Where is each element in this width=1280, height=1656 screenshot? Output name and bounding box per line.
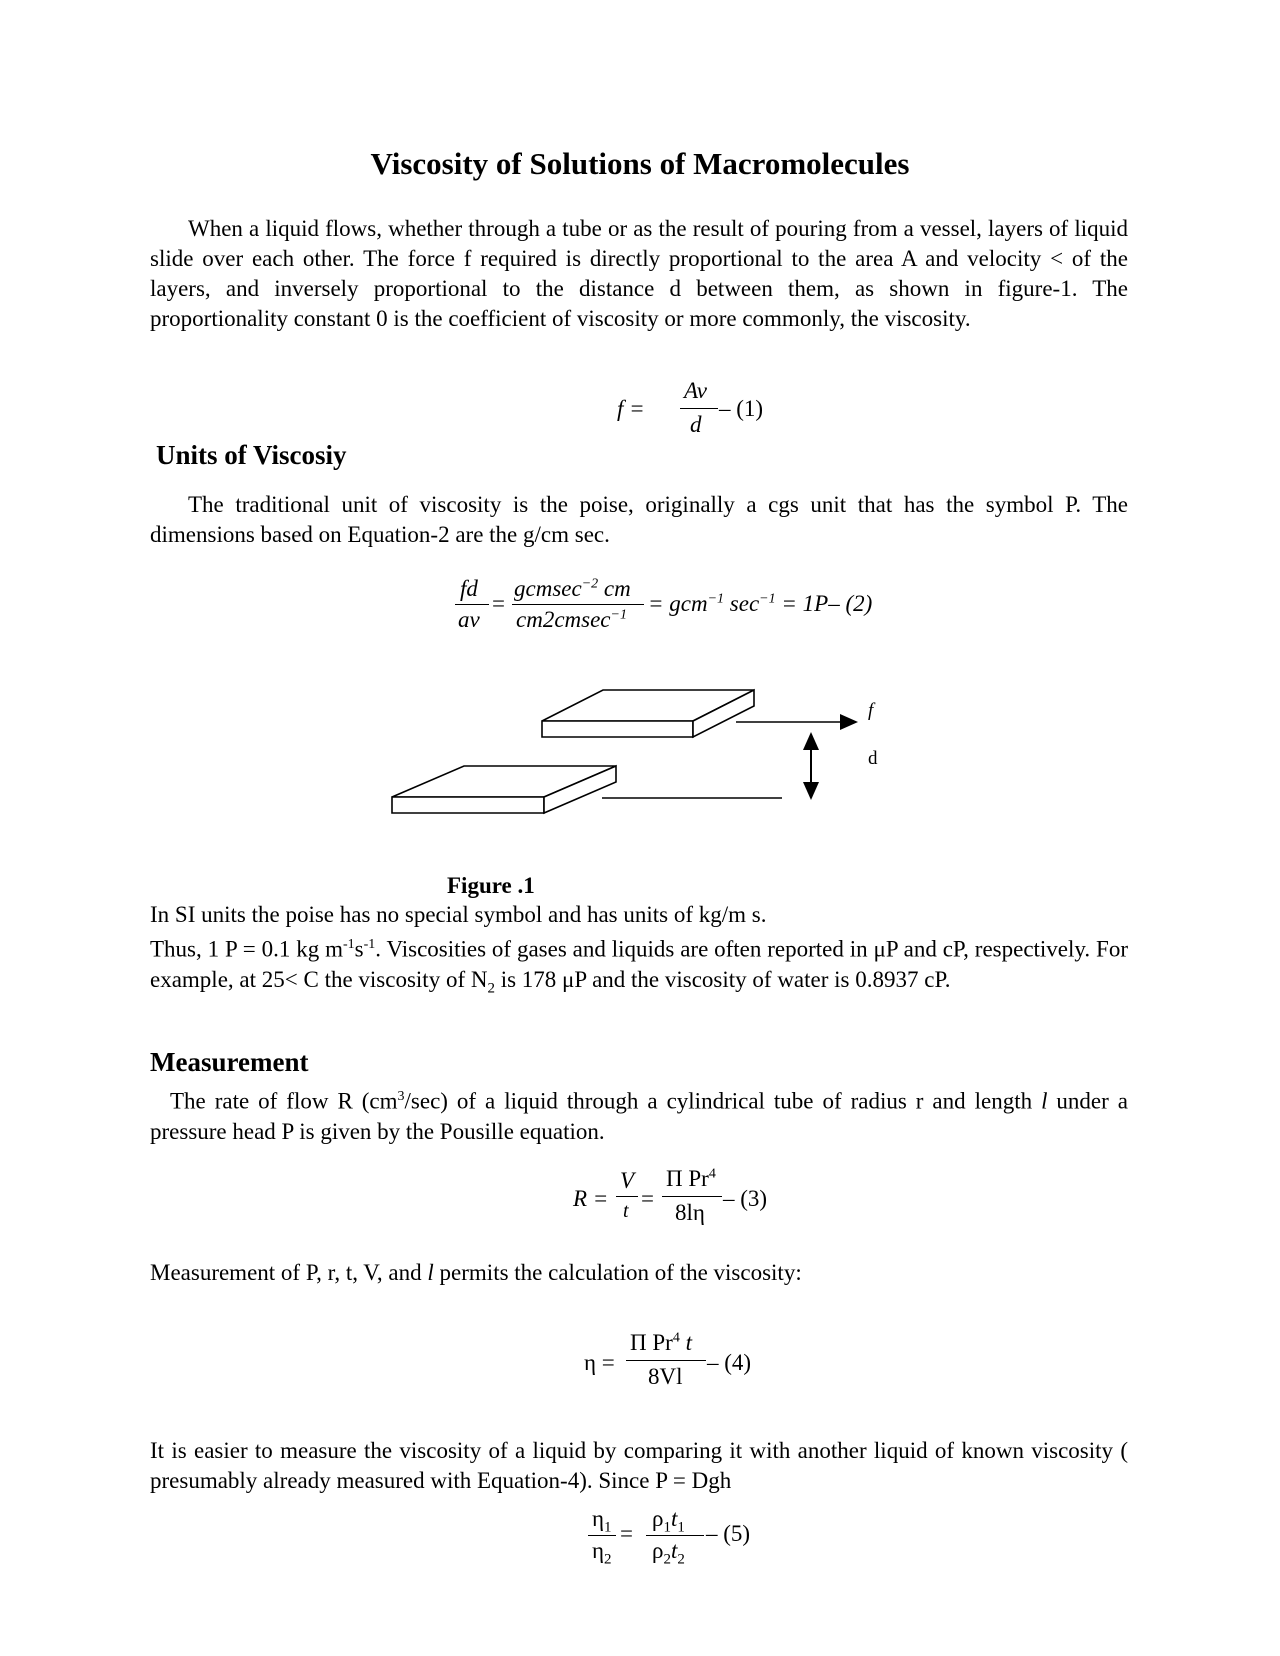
- eq5-tag: – (5): [706, 1521, 751, 1546]
- si-line-1: In SI units the poise has no special symbol and has units of kg/m s.: [150, 902, 767, 927]
- measurement-paragraph: The rate of flow R $(cm^3/\sec)$ of a liquid through a cylindrical tube of radius r and length l under a pressure head P is given by the Pousille equation.: [150, 1088, 1128, 1144]
- eq3-tag: – (3): [723, 1186, 768, 1211]
- page-title: Viscosity of Solutions of Macromolecules: [370, 146, 910, 181]
- eq3-num1: V: [620, 1168, 635, 1193]
- eq3-bar2: [662, 1196, 722, 1197]
- eq3-den2: 8lη: [675, 1200, 705, 1225]
- eq2-den2: cm2cmsec$^{-1}$: [516, 607, 627, 632]
- eq4-tag: – (4): [707, 1350, 752, 1375]
- eq4-num: Π Pr$^4$ t: [630, 1330, 692, 1355]
- eq3-lhs: R =: [573, 1186, 609, 1211]
- eq4-lhs: η =: [584, 1350, 615, 1375]
- eq3-num2: Π Pr$^4$: [666, 1166, 716, 1191]
- measurement-heading: Measurement: [150, 1047, 309, 1077]
- eq4-bar: [626, 1360, 706, 1361]
- eq3-den1: t: [623, 1200, 629, 1222]
- eq5-bar2: [646, 1535, 704, 1536]
- distance-arrow-up: [803, 732, 819, 750]
- intro-paragraph: When a liquid flows, whether through a tube or as the result of pouring from a vessel, layers of liquid slide over each other. The force f required is directly proportional to the area A and velocity < of the layers, and inversely proportional to the distance d between them, as shown in figure-1. The proportionality constant 0 is the coefficient of viscosity or more commonly, the viscosity.: [150, 216, 1128, 331]
- figure-caption: Figure .1: [447, 873, 535, 898]
- distance-arrow-down: [803, 782, 819, 800]
- figure-label-d: d: [868, 748, 878, 769]
- eq5-num1: $\eta_1$: [592, 1506, 612, 1536]
- measure-text: Measurement of P, r, t, V, and l permits the calculation of the viscosity:: [150, 1260, 802, 1285]
- units-heading: Units of Viscosiy: [156, 440, 347, 470]
- eq1-tag: – (1): [719, 396, 764, 421]
- figure-label-f: f: [868, 700, 874, 721]
- eq2-equals: =: [492, 591, 505, 616]
- eq2-den1: av: [458, 607, 480, 632]
- bottom-plate-front: [392, 797, 544, 813]
- eq2-rhs: = gcm$^{-1}$ $\sec^{-1} = 1P-$ (2): [648, 591, 873, 616]
- eq5-den2: $\rho_2t_2$: [652, 1538, 685, 1568]
- force-arrow-head: [840, 714, 858, 730]
- eq1-denominator: d: [690, 412, 702, 437]
- eq2-num1: fd: [460, 576, 478, 601]
- si-paragraph: Thus, 1 P = 0.1 kg $m^{-1}s^{-1}$. Viscosities of gases and liquids are often reported in μP and cP, respectively. For example, at 25< C the viscosity of $N_2$ is 178 μP and the viscosity of water is 0.8937 cP.: [150, 936, 1128, 997]
- eq5-equals: =: [620, 1521, 633, 1546]
- eq3-bar1: [616, 1196, 638, 1197]
- eq3-equals: =: [641, 1186, 654, 1211]
- top-plate-front: [542, 721, 693, 737]
- eq5-num2: $\rho_1t_1$: [652, 1506, 685, 1536]
- eq4-den: 8Vl: [648, 1364, 683, 1389]
- eq5-den1: $\eta_2$: [592, 1538, 612, 1568]
- eq5-bar1: [588, 1535, 616, 1536]
- eq1-numerator: Av: [684, 378, 707, 403]
- units-paragraph: The traditional unit of viscosity is the poise, originally a cgs unit that has the symbol P. The dimensions based on Equation-2 are the g/cm sec.: [150, 492, 1128, 547]
- eq2-num2: gcmsec$^{-2}$ cm: [514, 576, 631, 601]
- compare-paragraph: It is easier to measure the viscosity of a liquid by comparing it with another liquid of known viscosity ( presumably already measured with Equation-4). Since P = Dgh: [150, 1438, 1128, 1493]
- eq1-lhs: f =: [617, 396, 645, 421]
